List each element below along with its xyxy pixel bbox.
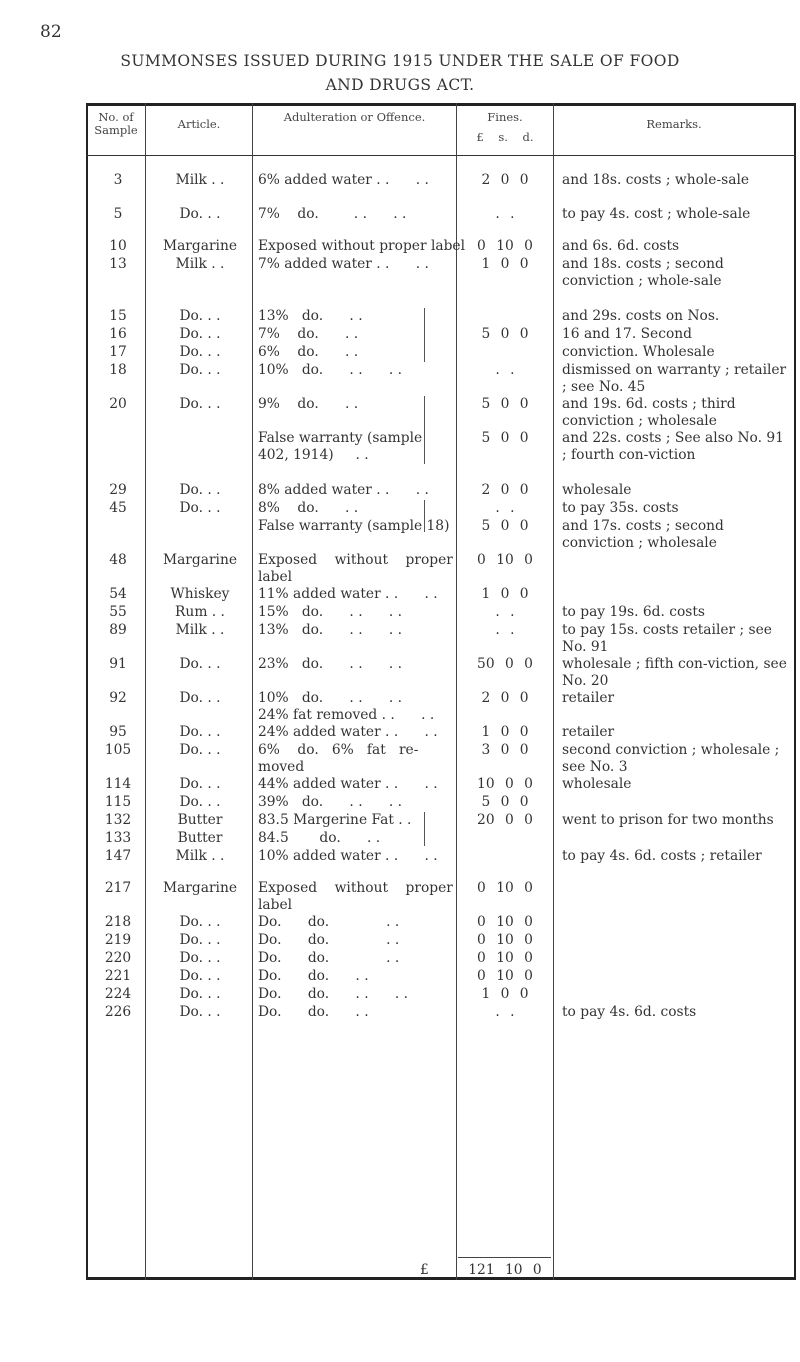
cell-remarks: and 6s. 6d. costs (562, 238, 680, 254)
cell-fines: 20 0 0 (477, 812, 533, 828)
cell-article: Do. . . (179, 500, 221, 516)
cell-fines: 50 0 0 (477, 656, 533, 672)
cell-adulteration: 15% do. . . . . (258, 604, 403, 620)
cell-adulteration: 13% do. . . . . (258, 622, 403, 638)
cell-adulteration: 24% added water . . . . (258, 724, 438, 740)
column-divider (456, 103, 457, 1280)
brace (420, 500, 425, 532)
cell-fines: 5 0 0 (481, 430, 529, 446)
cell-no: 132 (104, 812, 132, 828)
cell-adulteration: 10% do. . . . . (258, 690, 403, 706)
cell-fines: 3 0 0 (481, 742, 529, 758)
cell-no: 114 (104, 776, 132, 792)
cell-no: 54 (109, 586, 127, 602)
cell-article: Milk . . (175, 622, 225, 638)
cell-article: Whiskey (170, 586, 230, 602)
cell-remarks: to pay 4s. 6d. costs ; retailer (562, 848, 762, 864)
cell-remarks: retailer (562, 690, 615, 706)
cell-article: Do. . . (179, 932, 221, 948)
cell-article: Milk . . (175, 848, 225, 864)
cell-fines: 0 10 0 (477, 950, 533, 966)
cell-adulteration2: moved (258, 759, 305, 775)
cell-article: Do. . . (179, 914, 221, 930)
cell-no: 224 (104, 986, 132, 1002)
cell-fines: . . (495, 622, 515, 638)
cell-remarks: dismissed on warranty ; retailer ; see No. 45 (562, 362, 787, 395)
cell-article: Milk . . (175, 172, 225, 188)
cell-no: 29 (109, 482, 127, 498)
cell-remarks: to pay 15s. costs retailer ; see No. 91 (562, 622, 772, 655)
cell-fines: 0 10 0 (477, 238, 533, 254)
cell-fines: 5 0 0 (481, 794, 529, 810)
cell-article: Margarine (162, 880, 238, 896)
cell-article: Do. . . (179, 950, 221, 966)
brace (420, 308, 425, 362)
cell-adulteration: 6% added water . . . . (258, 172, 429, 188)
cell-adulteration: 9% do. . . (258, 396, 359, 412)
cell-adulteration: 84.5 do. . . (258, 830, 381, 846)
cell-remarks: and 19s. 6d. costs ; third conviction ; wholesale (562, 396, 736, 429)
cell-article: Do. . . (179, 690, 221, 706)
cell-no: 16 (109, 326, 127, 342)
cell-fines: 5 0 0 (481, 518, 529, 534)
cell-article: Do. . . (179, 794, 221, 810)
cell-no: 218 (104, 914, 132, 930)
cell-article: Do. . . (179, 656, 221, 672)
cell-no: 219 (104, 932, 132, 948)
cell-remarks: 16 and 17. Second (562, 326, 692, 342)
cell-no: 220 (104, 950, 132, 966)
cell-fines: 1 0 0 (481, 724, 529, 740)
cell-no: 13 (109, 256, 127, 272)
cell-remarks: conviction. Wholesale (562, 344, 715, 360)
cell-remarks: second conviction ; wholesale ; see No. 3 (562, 742, 780, 775)
cell-article: Do. . . (179, 1004, 221, 1020)
cell-article: Do. . . (179, 482, 221, 498)
cell-no: 17 (109, 344, 127, 360)
column-divider (252, 103, 253, 1280)
cell-no: 221 (104, 968, 132, 984)
header-adulteration: Adulteration or Offence. (283, 110, 426, 124)
total-currency: £ (420, 1262, 429, 1278)
cell-no: 147 (104, 848, 132, 864)
cell-no: 15 (109, 308, 127, 324)
cell-no: 217 (104, 880, 132, 896)
brace (420, 812, 425, 846)
cell-article: Milk . . (175, 256, 225, 272)
cell-adulteration: Exposed without proper label (258, 238, 465, 254)
cell-no: 105 (104, 742, 132, 758)
cell-adulteration: 23% do. . . . . (258, 656, 403, 672)
cell-adulteration2: 402, 1914) . . (258, 447, 369, 463)
cell-remarks: went to prison for two months (562, 812, 774, 828)
cell-adulteration: Do. do. . . . . (258, 986, 409, 1002)
cell-article: Butter (177, 830, 223, 846)
cell-no: 95 (109, 724, 127, 740)
header-no: No. of Sample (94, 110, 138, 137)
cell-no: 20 (109, 396, 127, 412)
cell-fines: 5 0 0 (481, 326, 529, 342)
brace (420, 396, 425, 464)
cell-adulteration: 7% added water . . . . (258, 256, 429, 272)
cell-remarks: to pay 19s. 6d. costs (562, 604, 706, 620)
cell-adulteration: 8% added water . . . . (258, 482, 429, 498)
cell-fines: . . (495, 206, 515, 222)
cell-adulteration: 83.5 Margerine Fat . . (258, 812, 412, 828)
cell-fines: 1 0 0 (481, 586, 529, 602)
cell-no: 226 (104, 1004, 132, 1020)
cell-article: Do. . . (179, 206, 221, 222)
cell-fines: . . (495, 604, 515, 620)
cell-adulteration: Do. do. . . (258, 932, 400, 948)
cell-article: Do. . . (179, 396, 221, 412)
cell-article: Do. . . (179, 326, 221, 342)
cell-article: Do. . . (179, 344, 221, 360)
cell-remarks: and 18s. costs ; second conviction ; whole-sale (562, 256, 724, 289)
cell-fines: 1 0 0 (481, 256, 529, 272)
cell-adulteration: 6% do. 6% fat re- (258, 742, 419, 758)
cell-adulteration: 39% do. . . . . (258, 794, 403, 810)
cell-article: Do. . . (179, 362, 221, 378)
cell-adulteration: Do. do. . . (258, 1004, 369, 1020)
column-divider (553, 103, 554, 1280)
cell-adulteration2: 24% fat removed . . . . (258, 707, 435, 723)
cell-adulteration: 10% added water . . . . (258, 848, 438, 864)
page-number: 82 (40, 22, 62, 42)
cell-remarks: and 29s. costs on Nos. (562, 308, 720, 324)
cell-remarks: and 22s. costs ; See also No. 91 ; fourth con-viction (562, 430, 784, 463)
cell-adulteration: 44% added water . . . . (258, 776, 438, 792)
cell-remarks: retailer (562, 724, 615, 740)
cell-no: 89 (109, 622, 127, 638)
cell-no: 55 (109, 604, 127, 620)
cell-no: 18 (109, 362, 127, 378)
cell-adulteration: Do. do. . . (258, 968, 369, 984)
header-fines: Fines. (487, 110, 523, 124)
cell-adulteration2: label (258, 569, 293, 585)
cell-fines: 2 0 0 (481, 482, 529, 498)
cell-adulteration: False warranty (sample (258, 430, 423, 446)
cell-article: Do. . . (179, 742, 221, 758)
cell-article: Margarine (162, 552, 238, 568)
cell-remarks: and 18s. costs ; whole-sale (562, 172, 750, 188)
cell-adulteration: 10% do. . . . . (258, 362, 403, 378)
page-subtitle: AND DRUGS ACT. (325, 76, 475, 94)
header-article: Article. (177, 117, 221, 131)
cell-adulteration: 6% do. . . (258, 344, 359, 360)
cell-adulteration: 7% do. . . (258, 326, 359, 342)
cell-fines: . . (495, 500, 515, 516)
cell-no: 3 (113, 172, 123, 188)
cell-fines: 2 0 0 (481, 172, 529, 188)
cell-no: 91 (109, 656, 127, 672)
cell-adulteration: False warranty (sample 18) (258, 518, 450, 534)
cell-fines: 0 10 0 (477, 914, 533, 930)
cell-adulteration: 11% added water . . . . (258, 586, 438, 602)
cell-fines: 2 0 0 (481, 690, 529, 706)
cell-article: Do. . . (179, 724, 221, 740)
cell-no: 10 (109, 238, 127, 254)
cell-no: 133 (104, 830, 132, 846)
cell-adulteration: Do. do. . . (258, 950, 400, 966)
cell-adulteration: Exposed without proper (258, 552, 453, 568)
cell-article: Rum . . (175, 604, 225, 620)
cell-remarks: to pay 4s. cost ; whole-sale (562, 206, 751, 222)
cell-no: 48 (109, 552, 127, 568)
cell-fines: . . (495, 1004, 515, 1020)
cell-remarks: to pay 4s. 6d. costs (562, 1004, 697, 1020)
cell-no: 45 (109, 500, 127, 516)
cell-fines: 0 10 0 (477, 552, 533, 568)
header-fines-units: £ s. d. (476, 130, 534, 144)
cell-no: 92 (109, 690, 127, 706)
cell-article: Butter (177, 812, 223, 828)
cell-adulteration2: label (258, 897, 293, 913)
cell-adulteration: 7% do. . . . . (258, 206, 407, 222)
cell-fines: 5 0 0 (481, 396, 529, 412)
cell-adulteration: 13% do. . . (258, 308, 363, 324)
cell-remarks: wholesale ; fifth con-viction, see No. 20 (562, 656, 787, 689)
cell-remarks: wholesale (562, 776, 632, 792)
header-rule (86, 155, 796, 156)
cell-fines: 0 10 0 (477, 968, 533, 984)
total-rule (458, 1257, 551, 1258)
cell-article: Do. . . (179, 308, 221, 324)
cell-adulteration: Exposed without proper (258, 880, 453, 896)
cell-fines: 0 10 0 (477, 932, 533, 948)
cell-article: Do. . . (179, 776, 221, 792)
cell-fines: 0 10 0 (477, 880, 533, 896)
cell-article: Margarine (162, 238, 238, 254)
cell-fines: 1 0 0 (481, 986, 529, 1002)
cell-remarks: to pay 35s. costs (562, 500, 679, 516)
cell-fines: 10 0 0 (477, 776, 533, 792)
cell-no: 5 (113, 206, 123, 222)
cell-article: Do. . . (179, 968, 221, 984)
page-title: SUMMONSES ISSUED DURING 1915 UNDER THE SALE OF FOOD (120, 52, 680, 70)
cell-remarks: and 17s. costs ; second conviction ; wholesale (562, 518, 724, 551)
header-remarks: Remarks. (646, 117, 702, 131)
cell-adulteration: 8% do. . . (258, 500, 359, 516)
total-amount: 121 10 0 (468, 1262, 542, 1278)
cell-no: 115 (104, 794, 132, 810)
cell-adulteration: Do. do. . . (258, 914, 400, 930)
cell-remarks: wholesale (562, 482, 632, 498)
cell-article: Do. . . (179, 986, 221, 1002)
cell-fines: . . (495, 362, 515, 378)
